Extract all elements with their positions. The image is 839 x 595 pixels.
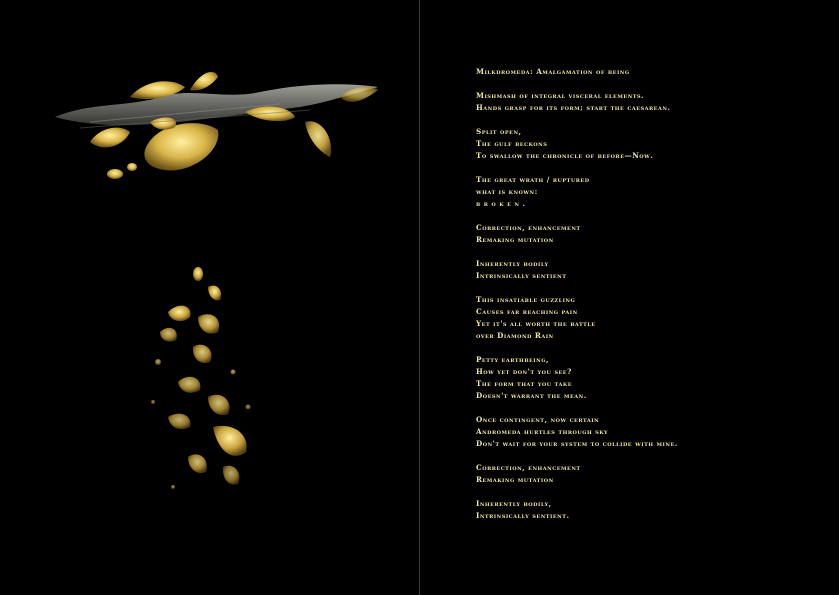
poem-line: Causes far reaching pain — [476, 307, 578, 316]
poem-line: Yet it's all worth the battle — [476, 319, 596, 328]
poem-line: Remaking mutation — [476, 475, 554, 484]
poem-line: To swallow the chronicle of before—Now. — [476, 151, 654, 160]
left-page — [0, 0, 419, 595]
poem-stanza — [476, 258, 783, 282]
poem-line: Inherently bodily — [476, 259, 549, 268]
poem-line: Remaking mutation — [476, 235, 554, 244]
poem-line: Correction, enhancement — [476, 223, 581, 232]
poem-line: Hands grasp for its form; start the caesarean. — [476, 103, 671, 112]
poem-line: The gulf beckons — [476, 139, 548, 148]
poem-line: Intrinsically sentient — [476, 271, 567, 280]
poem-stanza — [476, 174, 783, 210]
poem-line: Milkdromeda: Amalgamation of being — [476, 67, 630, 76]
poem-line: b r o k e n . — [476, 199, 526, 208]
poem-line: Once contingent, now certain — [476, 415, 600, 424]
poem-line: How yet don't you see? — [476, 367, 572, 376]
abstract-golden-form-bottom — [138, 262, 270, 502]
poem-line: This insatiable guzzling — [476, 295, 576, 304]
poem-stanza — [476, 294, 783, 342]
poem-line: Split open, — [476, 127, 522, 136]
poem-line: The great wrath / ruptured — [476, 175, 590, 184]
poem-line: The form that you take — [476, 379, 573, 388]
poem-stanza — [476, 354, 783, 402]
poem-line: Petty earthbeing, — [476, 355, 549, 364]
poem-line: what is known: — [476, 187, 538, 196]
poem-line: Mishmash of integral visceral elements. — [476, 91, 645, 100]
poem-line: over Diamond Rain — [476, 331, 554, 340]
poem-line: Intrinsically sentient. — [476, 511, 570, 520]
poem-stanza — [476, 66, 783, 78]
poem — [476, 66, 783, 534]
poem-line: Doesn't warrant the mean. — [476, 391, 587, 400]
poem-stanza — [476, 414, 783, 450]
abstract-golden-form-top — [50, 62, 385, 187]
poem-stanza — [476, 462, 783, 486]
poem-stanza — [476, 126, 783, 162]
poem-stanza — [476, 498, 783, 522]
poem-line: Andromeda hurtles through sky — [476, 427, 609, 436]
poem-stanza — [476, 90, 783, 114]
poem-stanza — [476, 222, 783, 246]
poem-line: Correction, enhancement — [476, 463, 581, 472]
poem-line: Don't wait for your system to collide with mine. — [476, 439, 678, 448]
poem-line: Inherently bodily, — [476, 499, 552, 508]
